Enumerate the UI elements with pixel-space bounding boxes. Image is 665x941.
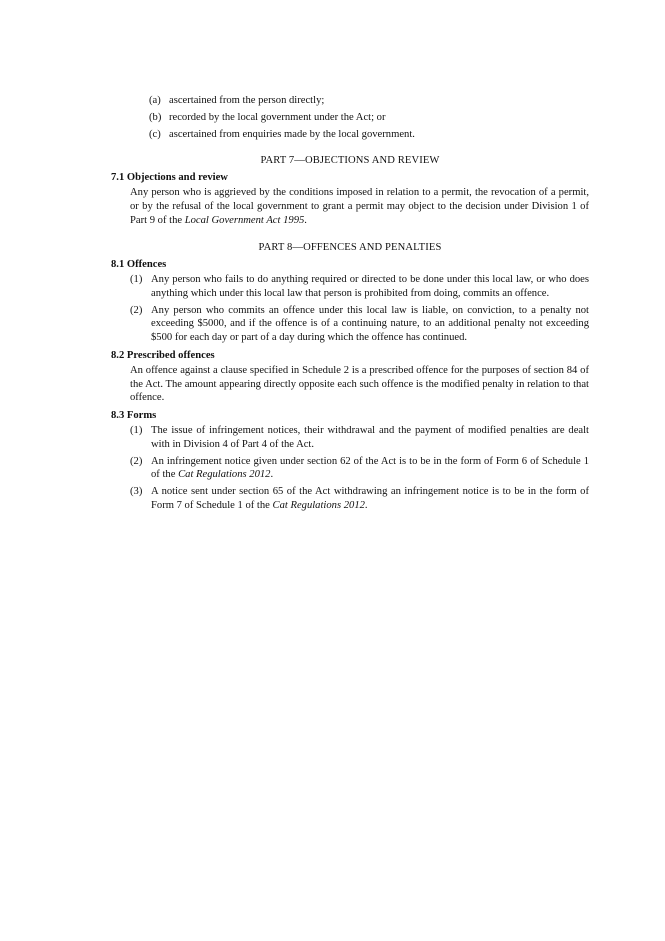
regulation-title: Cat Regulations 2012: [178, 469, 271, 481]
list-item: [111, 424, 589, 452]
act-title: Local Government Act 1995: [184, 214, 305, 226]
regulation-title: Cat Regulations 2012: [272, 499, 365, 511]
item-label: (b): [149, 111, 162, 123]
item-label: (2): [130, 455, 143, 467]
section-8-1-title: 8.1 Offences: [111, 259, 167, 271]
item-label: (c): [149, 128, 161, 140]
section-7-1-body: [111, 186, 589, 227]
item-text: The issue of infringement notices, their withdrawal and the payment of modified penalties are dealt with in Division 4 of Part 4 of the Act.: [151, 424, 589, 450]
item-label: (1): [130, 273, 143, 285]
body-text-end: .: [304, 214, 307, 226]
document-content: [111, 94, 589, 517]
item-label: (1): [130, 424, 143, 436]
part-7-heading: PART 7—OBJECTIONS AND REVIEW: [260, 155, 440, 167]
item-text-end: .: [364, 499, 368, 511]
section-8-2-body: An offence against a clause specified in Schedule 2 is a prescribed offence for the purposes of section 84 of the Act. The amount appearing directly opposite each such offence is the modified penalty in relation to that offence.: [130, 364, 589, 404]
section-7-1-title: 7.1 Objections and review: [111, 172, 228, 184]
item-text: Any person who fails to do anything required or directed to be done under this local law, or who does anything which under this local law that person is prohibited from doing, commits an offence.: [151, 273, 589, 299]
list-item: [111, 94, 589, 108]
list-item: [111, 273, 589, 301]
list-item: [111, 128, 589, 142]
section-8-3-title: 8.3 Forms: [111, 410, 157, 422]
list-item: [111, 485, 589, 513]
list-item: [111, 455, 589, 483]
item-text-end: .: [270, 469, 274, 481]
item-label: (2): [130, 304, 143, 316]
item-text: [151, 456, 589, 481]
item-text: Any person who commits an offence under this local law is liable, on conviction, to a penalty not exceeding $5000, and if the offence is of a continuing nature, to an additional penalty not exceeding $500 for each day or part of a day during which the offence has continued.: [151, 304, 589, 344]
intro-list: [111, 94, 589, 141]
item-label: (3): [130, 486, 143, 498]
list-item: [111, 111, 589, 125]
part-8-heading: PART 8—OFFENCES AND PENALTIES: [258, 242, 442, 254]
section-8-1-list: [111, 273, 589, 345]
item-text: recorded by the local government under the Act; or: [169, 111, 386, 123]
item-text-start: A notice sent under section 65 of the Act withdrawing an infringement notice is to be in the form of Form 7 of Schedule 1 of the: [151, 486, 589, 511]
section-8-2-title: 8.2 Prescribed offences: [111, 349, 215, 361]
section-8-3-list: [111, 424, 589, 513]
item-label: (a): [149, 95, 161, 106]
item-text-start: An infringement notice given under section 62 of the Act is to be in the form of Form 6 of Schedule 1 of the: [151, 455, 589, 481]
item-text: ascertained from enquiries made by the local government.: [169, 128, 415, 140]
item-text: [151, 486, 589, 511]
body-text: Any person who is aggrieved by the conditions imposed in relation to a permit, the revocation of a permit, or by the refusal of the local government to grant a permit may object to the decision under Division 1 of Part 9 of the: [130, 186, 589, 226]
list-item: [111, 304, 589, 345]
item-text: ascertained from the person directly;: [169, 95, 325, 106]
